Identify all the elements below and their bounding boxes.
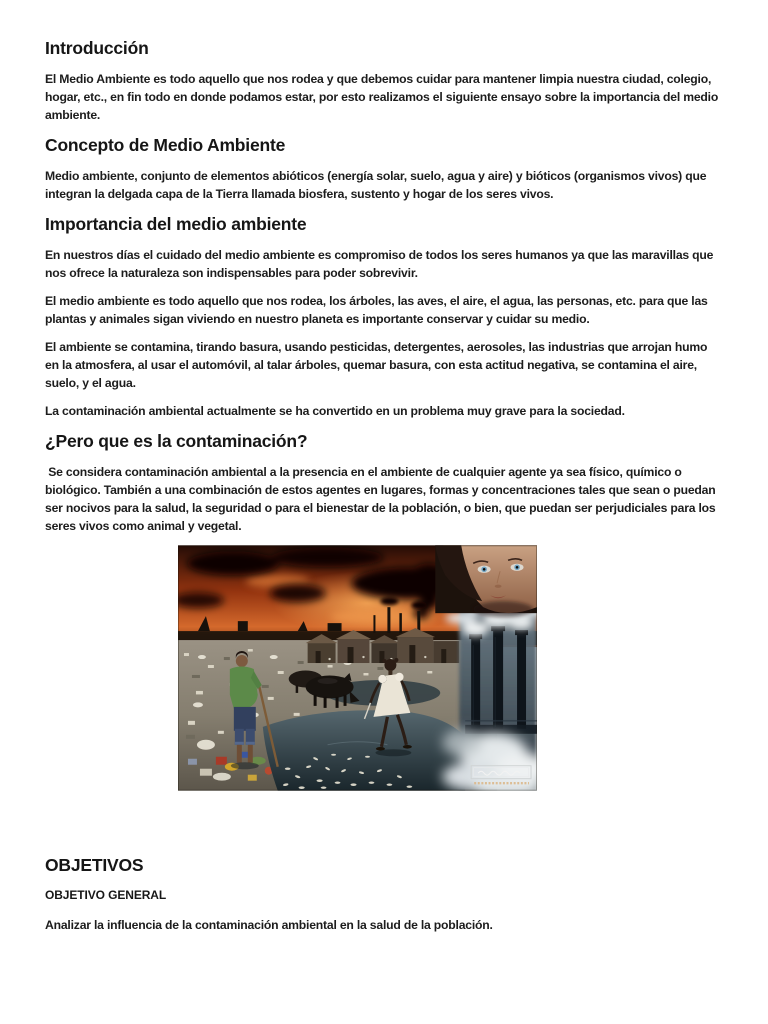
heading-objetivo-general: OBJETIVO GENERAL xyxy=(45,888,167,902)
paragraph-importancia-2: El medio ambiente es todo aquello que nos rodea, los árboles, las aves, el aire, el agua, las personas, etc. para que las plantas y animales sigan viviendo en nuestro planeta es importante conservar y cuidar su medio. xyxy=(45,294,708,326)
paragraph-objetivo-general: Analizar la influencia de la contaminación ambiental en la salud de la población. xyxy=(45,918,493,932)
paragraph-introduccion: El Medio Ambiente es todo aquello que nos rodea y que debemos cuidar para mantener limpia nuestra ciudad, colegio, hogar, etc., en fin todo en donde podamos estar, por esto realizamos el siguiente ensayo sobre la importancia del medio ambiente. xyxy=(45,72,719,122)
pollution-collage-image xyxy=(178,545,537,791)
pollution-collage-graphic xyxy=(178,545,537,791)
heading-objetivos: OBJETIVOS xyxy=(45,855,144,875)
paragraph-importancia-1: En nuestros días el cuidado del medio ambiente es compromiso de todos los seres humanos ya que las maravillas que nos ofrece la naturaleza son indispensables para poder sobrevivir. xyxy=(45,248,714,280)
child-face xyxy=(435,545,537,617)
paragraph-importancia-4: La contaminación ambiental actualmente se ha convertido en un problema muy grave para la sociedad. xyxy=(45,404,625,418)
paragraph-concepto: Medio ambiente, conjunto de elementos abióticos (energía solar, suelo, agua y aire) y bióticos (organismos vivos) que integran la delgada capa de la Tierra llamada biosfera, sustento y hogar de los seres vivos. xyxy=(45,169,707,201)
heading-introduccion: Introducción xyxy=(45,38,149,58)
heading-concepto: Concepto de Medio Ambiente xyxy=(45,135,286,155)
paragraph-contaminacion: Se considera contaminación ambiental a la presencia en el ambiente de cualquier agente ya sea físico, químico o biológico. También a una combinación de estos agentes en lugares, formas y concentraciones tales que sean o puedan ser nocivos para la salud, la seguridad o para el bienestar de la población, o bien, que puedan ser perjudiciales para los seres vivos como animal y vegetal. xyxy=(45,465,719,533)
heading-importancia: Importancia del medio ambiente xyxy=(45,214,307,234)
paragraph-importancia-3: El ambiente se contamina, tirando basura, usando pesticidas, detergentes, aerosoles, las industrias que arrojan humo en la atmosfera, al usar el automóvil, al talar árboles, quemar basura, con esta actitud negativa, se contamina el aire, suelo, y el agua. xyxy=(45,340,708,390)
heading-contaminacion: ¿Pero que es la contaminación? xyxy=(45,431,308,451)
